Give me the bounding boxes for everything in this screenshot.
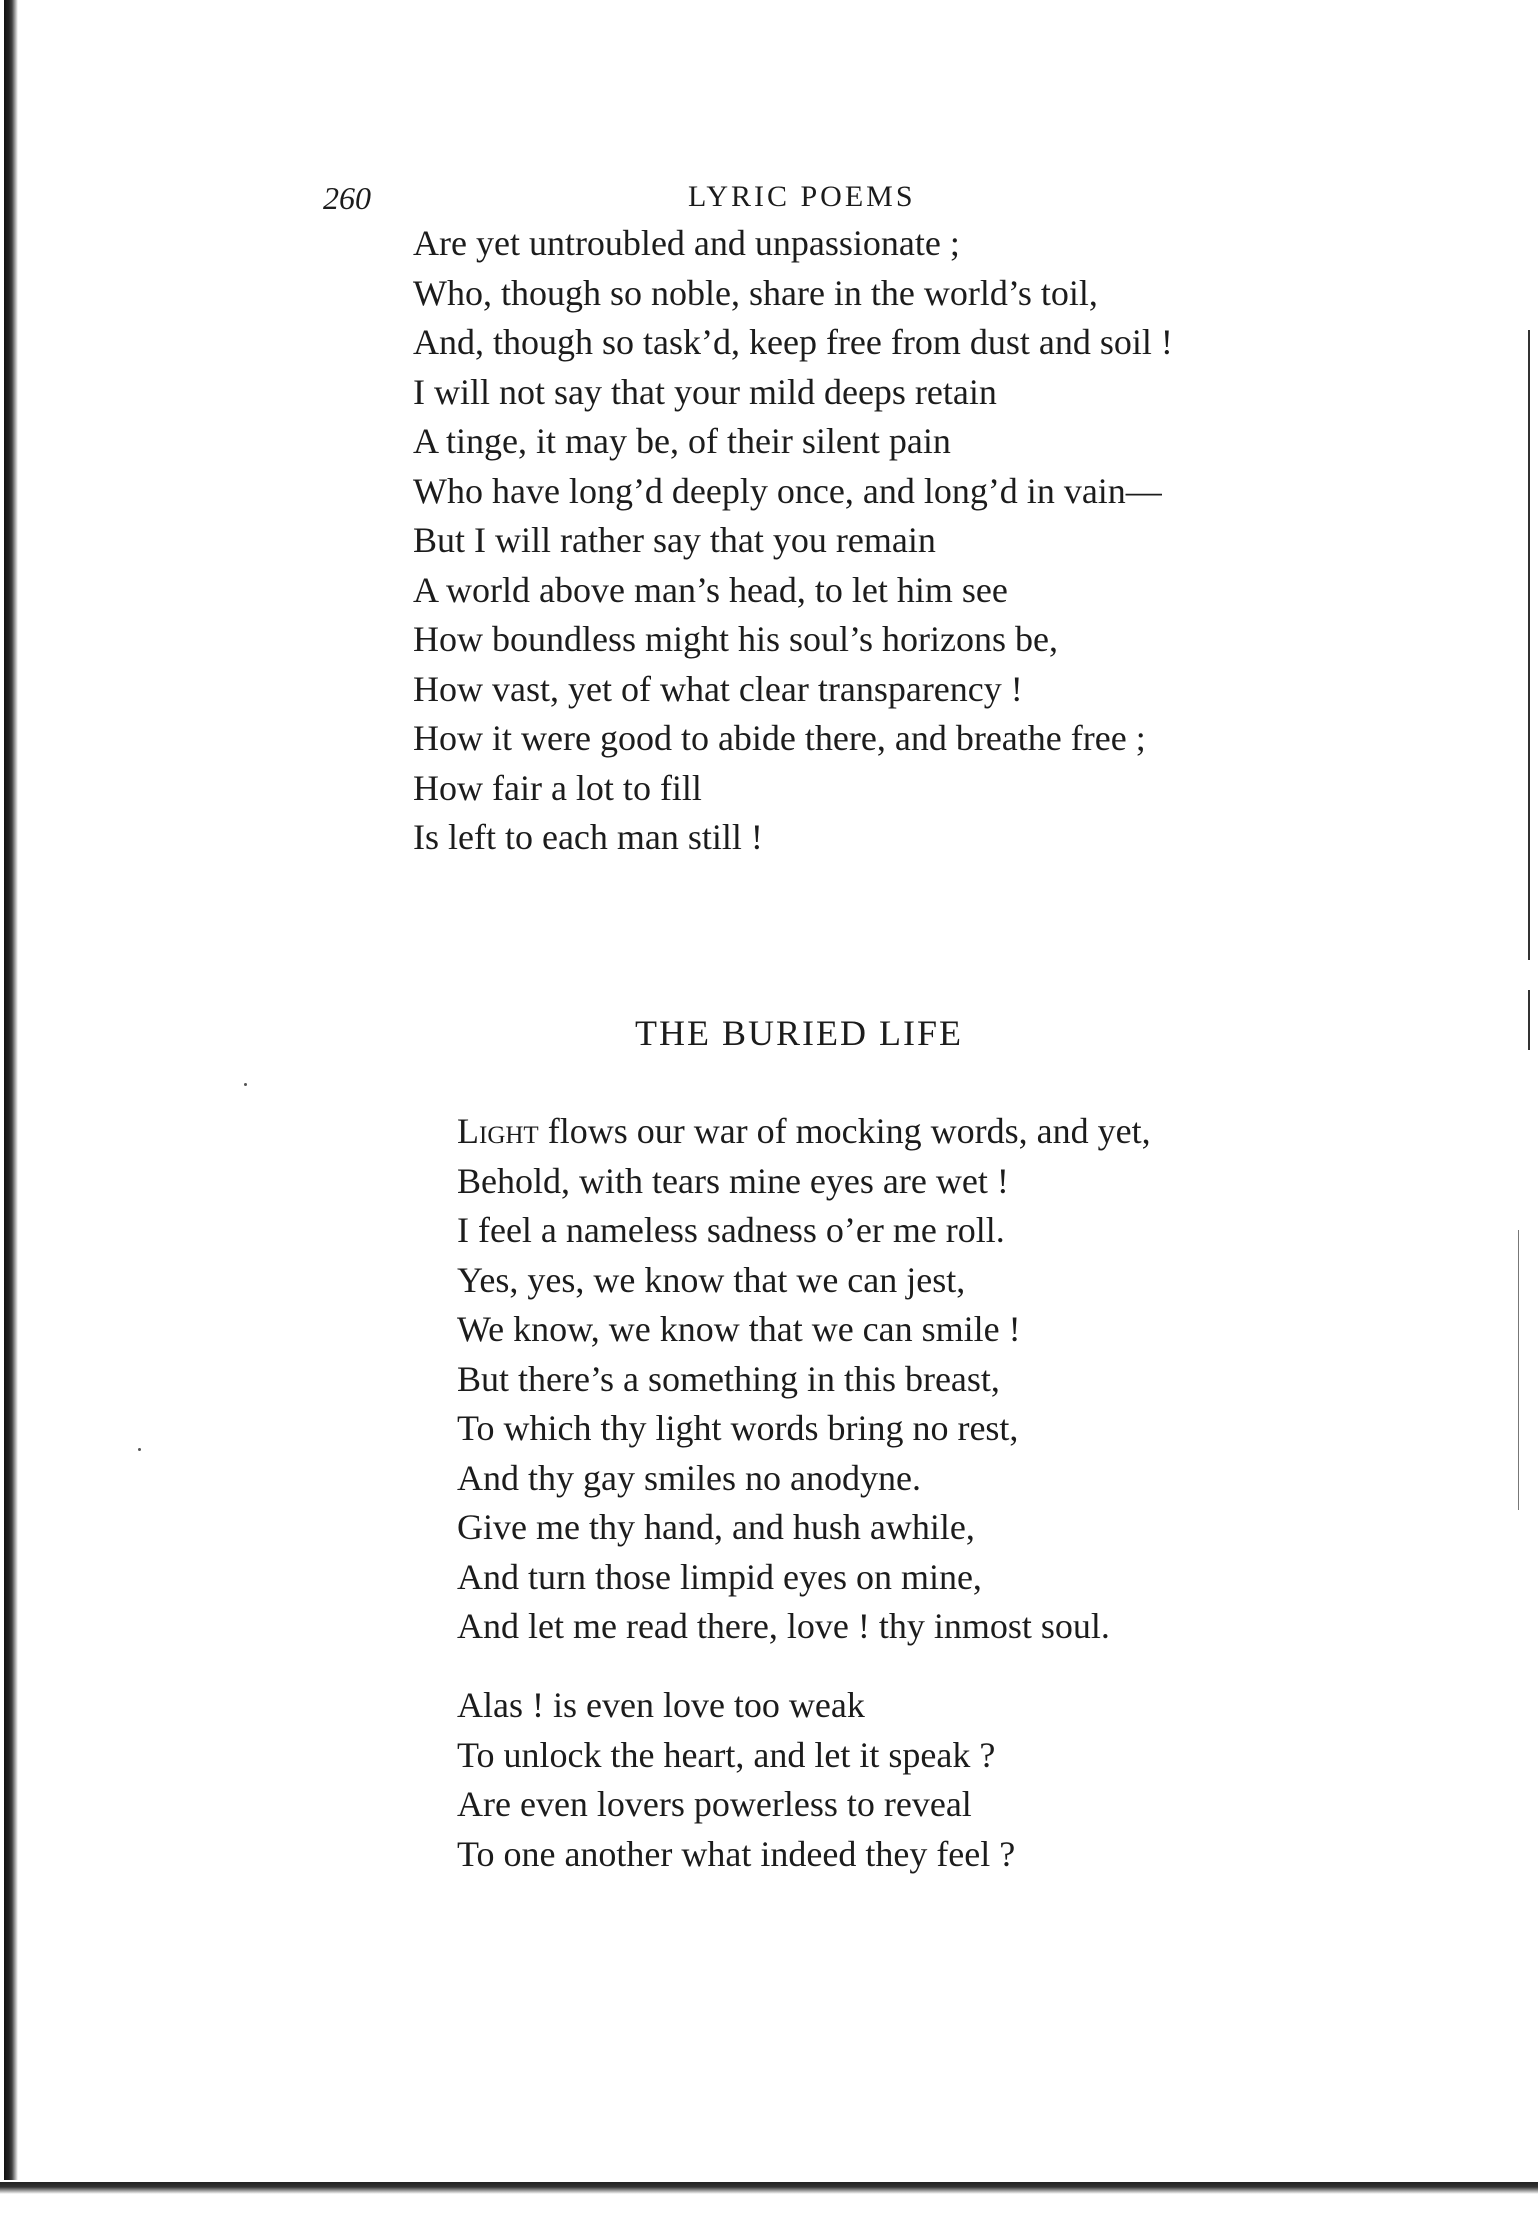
verse-line: Is left to each man still ! (413, 817, 763, 857)
scan-speck (138, 1448, 141, 1451)
bottom-edge-shadow (0, 2182, 1538, 2194)
verse-line: How fair a lot to fill (413, 767, 702, 808)
verse-line: And, though so task’d, keep free from dust and soil ! (413, 322, 1173, 362)
verse-line: And let me read there, love ! thy inmost soul. (457, 1606, 1110, 1646)
poem-stanza-1 (457, 1107, 1151, 1652)
verse-line: To one another what indeed they feel ? (457, 1833, 1016, 1874)
verse-line: But there’s a something in this breast, (457, 1358, 1000, 1399)
verse-line: Behold, with tears mine eyes are wet ! (457, 1160, 1009, 1201)
verse-line: Give me thy hand, and hush awhile, (457, 1507, 975, 1547)
page-number: 260 (323, 180, 371, 216)
binding-edge-shadow (4, 0, 18, 2180)
verse-line: Are even lovers powerless to reveal (457, 1784, 972, 1824)
verse-line: Yes, yes, we know that we can jest, (457, 1259, 966, 1300)
running-title: LYRIC POEMS (688, 180, 916, 213)
verse-line: A world above man’s head, to let him see (413, 569, 1008, 610)
verse-line: A tinge, it may be, of their silent pain (413, 421, 951, 461)
verse-line: But I will rather say that you remain (413, 520, 936, 560)
initial-word: Light (457, 1111, 539, 1151)
verse-line: How vast, yet of what clear transparency ! (413, 668, 1023, 709)
verse-line: And turn those limpid eyes on mine, (457, 1556, 982, 1597)
scan-mark (1528, 330, 1530, 960)
verse-line: Alas ! is even love too weak (457, 1685, 865, 1725)
poem-stanza-2 (457, 1681, 1015, 1879)
verse-line: I feel a nameless sadness o’er me roll. (457, 1210, 1005, 1250)
verse-line-first (457, 1107, 1151, 1157)
poem-title: THE BURIED LIFE (635, 1013, 963, 1053)
verse-line: How it were good to abide there, and breathe free ; (413, 718, 1146, 758)
first-line-text: flows our war of mocking words, and yet, (538, 1111, 1151, 1151)
verse-line: We know, we know that we can smile ! (457, 1309, 1021, 1349)
scan-speck (244, 1083, 247, 1086)
verse-line: Who have long’d deeply once, and long’d in vain— (413, 470, 1162, 511)
verse-line: Who, though so noble, share in the world’s toil, (413, 272, 1098, 313)
verse-line: I will not say that your mild deeps retain (413, 371, 997, 412)
verse-line: To unlock the heart, and let it speak ? (457, 1734, 996, 1775)
verse-line: To which thy light words bring no rest, (457, 1408, 1019, 1448)
verse-line: How boundless might his soul’s horizons be, (413, 619, 1058, 659)
verse-line: Are yet untroubled and unpassionate ; (413, 223, 960, 263)
continued-stanza (413, 219, 1173, 863)
verse-line: And thy gay smiles no anodyne. (457, 1457, 921, 1498)
scan-mark (1518, 1230, 1519, 1510)
